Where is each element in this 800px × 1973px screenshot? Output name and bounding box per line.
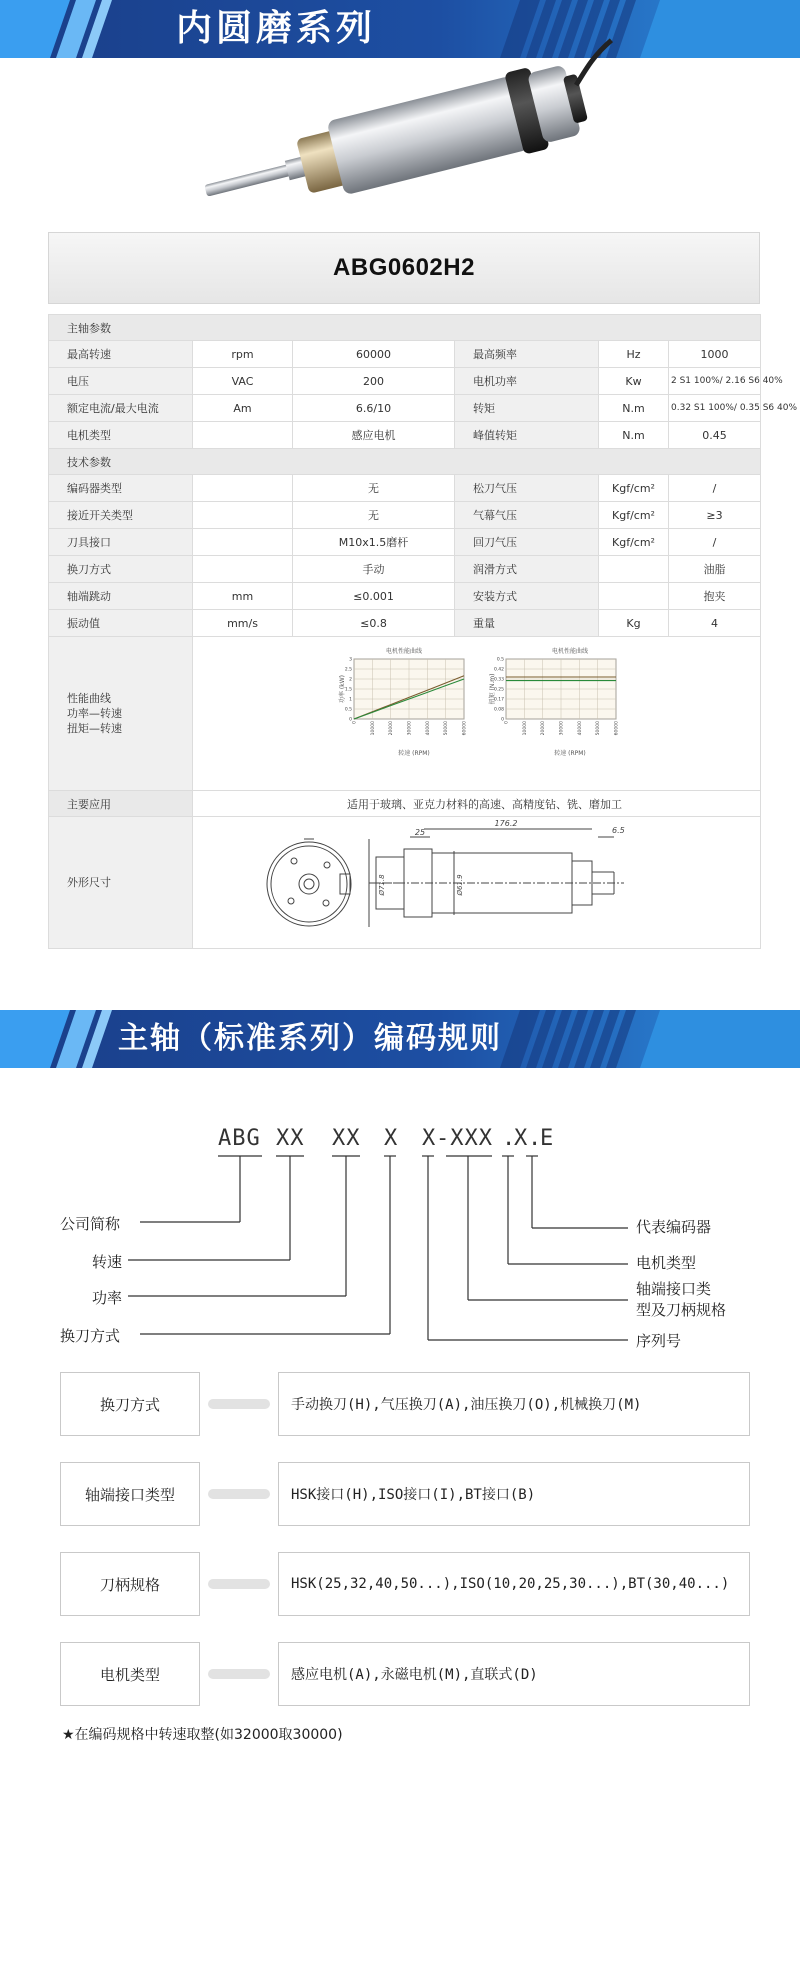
param-unit <box>193 422 293 449</box>
rule-connector <box>208 1489 270 1499</box>
param-unit: Hz <box>599 341 669 368</box>
model-header <box>48 232 760 304</box>
rule-key: 电机类型 <box>60 1642 200 1706</box>
param-value: / <box>669 529 761 556</box>
label-motor-type: 电机类型 <box>636 1254 697 1272</box>
table-row <box>49 556 761 583</box>
param-value: 0.45 <box>669 422 761 449</box>
param-name: 安装方式 <box>455 583 599 610</box>
x-tick-label: 0 <box>504 721 510 724</box>
table-row <box>49 395 761 422</box>
param-name: 最高频率 <box>455 341 599 368</box>
y-tick-label: 1 <box>348 697 352 703</box>
param-name: 接近开关类型 <box>49 502 193 529</box>
param-value: ≤0.001 <box>293 583 455 610</box>
param-name: 气幕气压 <box>455 502 599 529</box>
param-unit <box>193 475 293 502</box>
param-unit: mm <box>193 583 293 610</box>
section-label: 主轴参数 <box>49 315 761 341</box>
rule-value: HSK接口(H),ISO接口(I),BT接口(B) <box>278 1462 750 1526</box>
param-value: 0.32 S1 100%/ 0.35 S6 40% <box>669 395 761 422</box>
dimension-label: 外形尺寸 <box>49 817 193 949</box>
banner-title: 主轴（标准系列）编码规则 <box>118 1021 502 1056</box>
y-tick-label: 1.5 <box>344 687 352 693</box>
dim-25: 25 <box>414 828 425 837</box>
param-unit <box>193 529 293 556</box>
label-speed: 转速 <box>92 1253 123 1271</box>
table-row <box>49 583 761 610</box>
spindle-product-image <box>200 72 620 212</box>
param-name: 电机功率 <box>455 368 599 395</box>
x-tick-label: 40000 <box>577 721 583 736</box>
rule-connector <box>208 1399 270 1409</box>
dim-65: 6.5 <box>611 826 625 835</box>
y-axis-label: 扭矩 (N.m) <box>488 673 496 705</box>
param-name: 回刀气压 <box>455 529 599 556</box>
param-unit: mm/s <box>193 610 293 637</box>
curve-label-cell <box>49 637 193 791</box>
y-axis-label: 功率 (kW) <box>338 675 346 703</box>
param-name: 电压 <box>49 368 193 395</box>
param-value: 1000 <box>669 341 761 368</box>
rule-value: 感应电机(A),永磁电机(M),直联式(D) <box>278 1642 750 1706</box>
x-axis-label: 转速 (RPM) <box>553 750 586 757</box>
code-dot: . <box>502 1126 517 1151</box>
param-name: 换刀方式 <box>49 556 193 583</box>
rule-key: 刀柄规格 <box>60 1552 200 1616</box>
curve-cell <box>193 637 761 791</box>
param-name: 转矩 <box>455 395 599 422</box>
y-tick-label: 0.5 <box>344 707 352 713</box>
param-unit: Kgf/cm² <box>599 529 669 556</box>
table-row <box>49 475 761 502</box>
code-part-toolchange: X <box>384 1126 399 1151</box>
table-row <box>49 610 761 637</box>
x-tick-label: 60000 <box>614 721 620 736</box>
x-tick-label: 10000 <box>522 721 528 736</box>
table-row <box>49 529 761 556</box>
x-tick-label: 30000 <box>559 721 565 736</box>
application-row <box>49 791 761 817</box>
x-tick-label: 10000 <box>370 721 376 736</box>
param-name: 编码器类型 <box>49 475 193 502</box>
param-unit <box>599 583 669 610</box>
outline-drawing <box>194 817 760 948</box>
param-value: 油脂 <box>669 556 761 583</box>
curve-label: 性能曲线 <box>67 692 111 705</box>
y-tick-label: 0.5 <box>496 657 504 663</box>
code-part-power: XX <box>332 1126 361 1151</box>
y-tick-label: 0 <box>348 717 352 723</box>
curve-label: 功率—转速 <box>67 707 122 720</box>
param-value: 无 <box>293 475 455 502</box>
y-tick-label: 0.17 <box>493 697 504 703</box>
x-tick-label: 50000 <box>595 721 601 736</box>
param-name: 电机类型 <box>49 422 193 449</box>
param-name: 刀具接口 <box>49 529 193 556</box>
y-tick-label: 0.25 <box>493 687 504 693</box>
model-number: ABG0602H2 <box>333 254 475 281</box>
banner-coding-rule <box>0 1010 800 1068</box>
param-name: 额定电流/最大电流 <box>49 395 193 422</box>
label-toolchange: 换刀方式 <box>60 1327 121 1345</box>
table-row <box>49 502 761 529</box>
chart-title: 电机性能曲线 <box>551 648 588 655</box>
x-tick-label: 50000 <box>443 721 449 736</box>
code-part-encoder: E <box>540 1126 555 1151</box>
dim-diameter-2: Ø61.9 <box>455 874 464 896</box>
section-tech-params <box>49 449 761 475</box>
performance-curve-row <box>49 637 761 791</box>
rule-value: 手动换刀(H),气压换刀(A),油压换刀(O),机械换刀(M) <box>278 1372 750 1436</box>
parameters-table <box>48 314 798 949</box>
x-tick-label: 30000 <box>407 721 413 736</box>
param-value: / <box>669 475 761 502</box>
rule-connector <box>208 1579 270 1589</box>
y-tick-label: 2.5 <box>344 667 352 673</box>
param-value: M10x1.5磨杆 <box>293 529 455 556</box>
param-unit <box>599 556 669 583</box>
label-serial: 序列号 <box>636 1332 682 1350</box>
section-label: 技术参数 <box>49 449 761 475</box>
table-row <box>49 422 761 449</box>
dim-total: 176.2 <box>494 819 517 828</box>
dimension-row <box>49 817 761 949</box>
banner-title: 内圆磨系列 <box>176 8 377 49</box>
code-part-motor: X <box>514 1126 529 1151</box>
label-interface: 轴端接口类 <box>636 1280 712 1298</box>
label-company: 公司简称 <box>60 1215 121 1233</box>
banner-series <box>0 0 800 58</box>
x-tick-label: 60000 <box>462 721 468 736</box>
code-part-speed: XX <box>276 1126 305 1151</box>
rule-connector <box>208 1669 270 1679</box>
spec-table <box>48 232 798 949</box>
param-value: 4 <box>669 610 761 637</box>
param-name: 重量 <box>455 610 599 637</box>
param-unit: rpm <box>193 341 293 368</box>
x-tick-label: 40000 <box>425 721 431 736</box>
code-dot: . <box>528 1126 543 1151</box>
x-tick-label: 20000 <box>540 721 546 736</box>
rule-row-interface <box>60 1462 750 1526</box>
rule-row-toolholder <box>60 1552 750 1616</box>
param-name: 松刀气压 <box>455 475 599 502</box>
param-value: 无 <box>293 502 455 529</box>
label-encoder: 代表编码器 <box>636 1218 712 1236</box>
rule-row-motor <box>60 1642 750 1706</box>
table-row <box>49 368 761 395</box>
curve-label: 扭矩—转速 <box>67 722 122 735</box>
param-value: 2 S1 100%/ 2.16 S6 40% <box>669 368 761 395</box>
chart-title: 电机性能曲线 <box>385 648 422 655</box>
dim-diameter-1: Ø71.8 <box>377 874 386 896</box>
label-power: 功率 <box>92 1289 123 1307</box>
param-unit: Kgf/cm² <box>599 475 669 502</box>
param-name: 峰值转矩 <box>455 422 599 449</box>
param-value: 感应电机 <box>293 422 455 449</box>
param-unit <box>193 556 293 583</box>
side-view-drawing <box>369 829 624 927</box>
x-axis-label: 转速 (RPM) <box>397 750 430 757</box>
param-unit <box>193 502 293 529</box>
y-tick-label: 0.08 <box>493 707 504 713</box>
param-value: 200 <box>293 368 455 395</box>
param-unit: N.m <box>599 395 669 422</box>
dimension-cell <box>193 817 761 949</box>
param-value: 60000 <box>293 341 455 368</box>
x-tick-label: 20000 <box>388 721 394 736</box>
param-unit: Kw <box>599 368 669 395</box>
param-value: 抱夹 <box>669 583 761 610</box>
y-tick-label: 0.33 <box>493 677 504 683</box>
param-unit: N.m <box>599 422 669 449</box>
front-view-drawing <box>267 839 351 926</box>
section-main-params <box>49 315 761 341</box>
param-name: 润滑方式 <box>455 556 599 583</box>
performance-charts <box>194 637 760 790</box>
x-tick-label: 0 <box>352 721 358 724</box>
param-value: 手动 <box>293 556 455 583</box>
param-name: 轴端跳动 <box>49 583 193 610</box>
param-name: 最高转速 <box>49 341 193 368</box>
y-tick-label: 0 <box>500 717 504 723</box>
param-name: 振动值 <box>49 610 193 637</box>
rule-value: HSK(25,32,40,50...),ISO(10,20,25,30...),BT(30,40...) <box>278 1552 750 1616</box>
banner-background <box>0 0 800 58</box>
param-unit: Kg <box>599 610 669 637</box>
param-unit: VAC <box>193 368 293 395</box>
param-value: ≤0.8 <box>293 610 455 637</box>
footnote: ★在编码规格中转速取整(如32000取30000) <box>62 1727 343 1743</box>
code-part-interface: -XXX <box>436 1126 493 1151</box>
code-part-serial: X <box>422 1126 437 1151</box>
application-label: 主要应用 <box>49 791 193 817</box>
rule-key: 轴端接口类型 <box>60 1462 200 1526</box>
param-unit: Am <box>193 395 293 422</box>
param-unit: Kgf/cm² <box>599 502 669 529</box>
label-interface-2: 型及刀柄规格 <box>636 1301 727 1319</box>
rule-row-toolchange <box>60 1372 750 1436</box>
y-tick-label: 3 <box>348 657 352 663</box>
param-value: ≥3 <box>669 502 761 529</box>
y-tick-label: 0.42 <box>493 667 504 673</box>
application-text: 适用于玻璃、亚克力材料的高速、高精度钻、铣、磨加工 <box>193 791 761 817</box>
table-row <box>49 341 761 368</box>
param-value: 6.6/10 <box>293 395 455 422</box>
y-tick-label: 2 <box>348 677 352 683</box>
rule-key: 换刀方式 <box>60 1372 200 1436</box>
code-part-company: ABG <box>218 1126 261 1151</box>
